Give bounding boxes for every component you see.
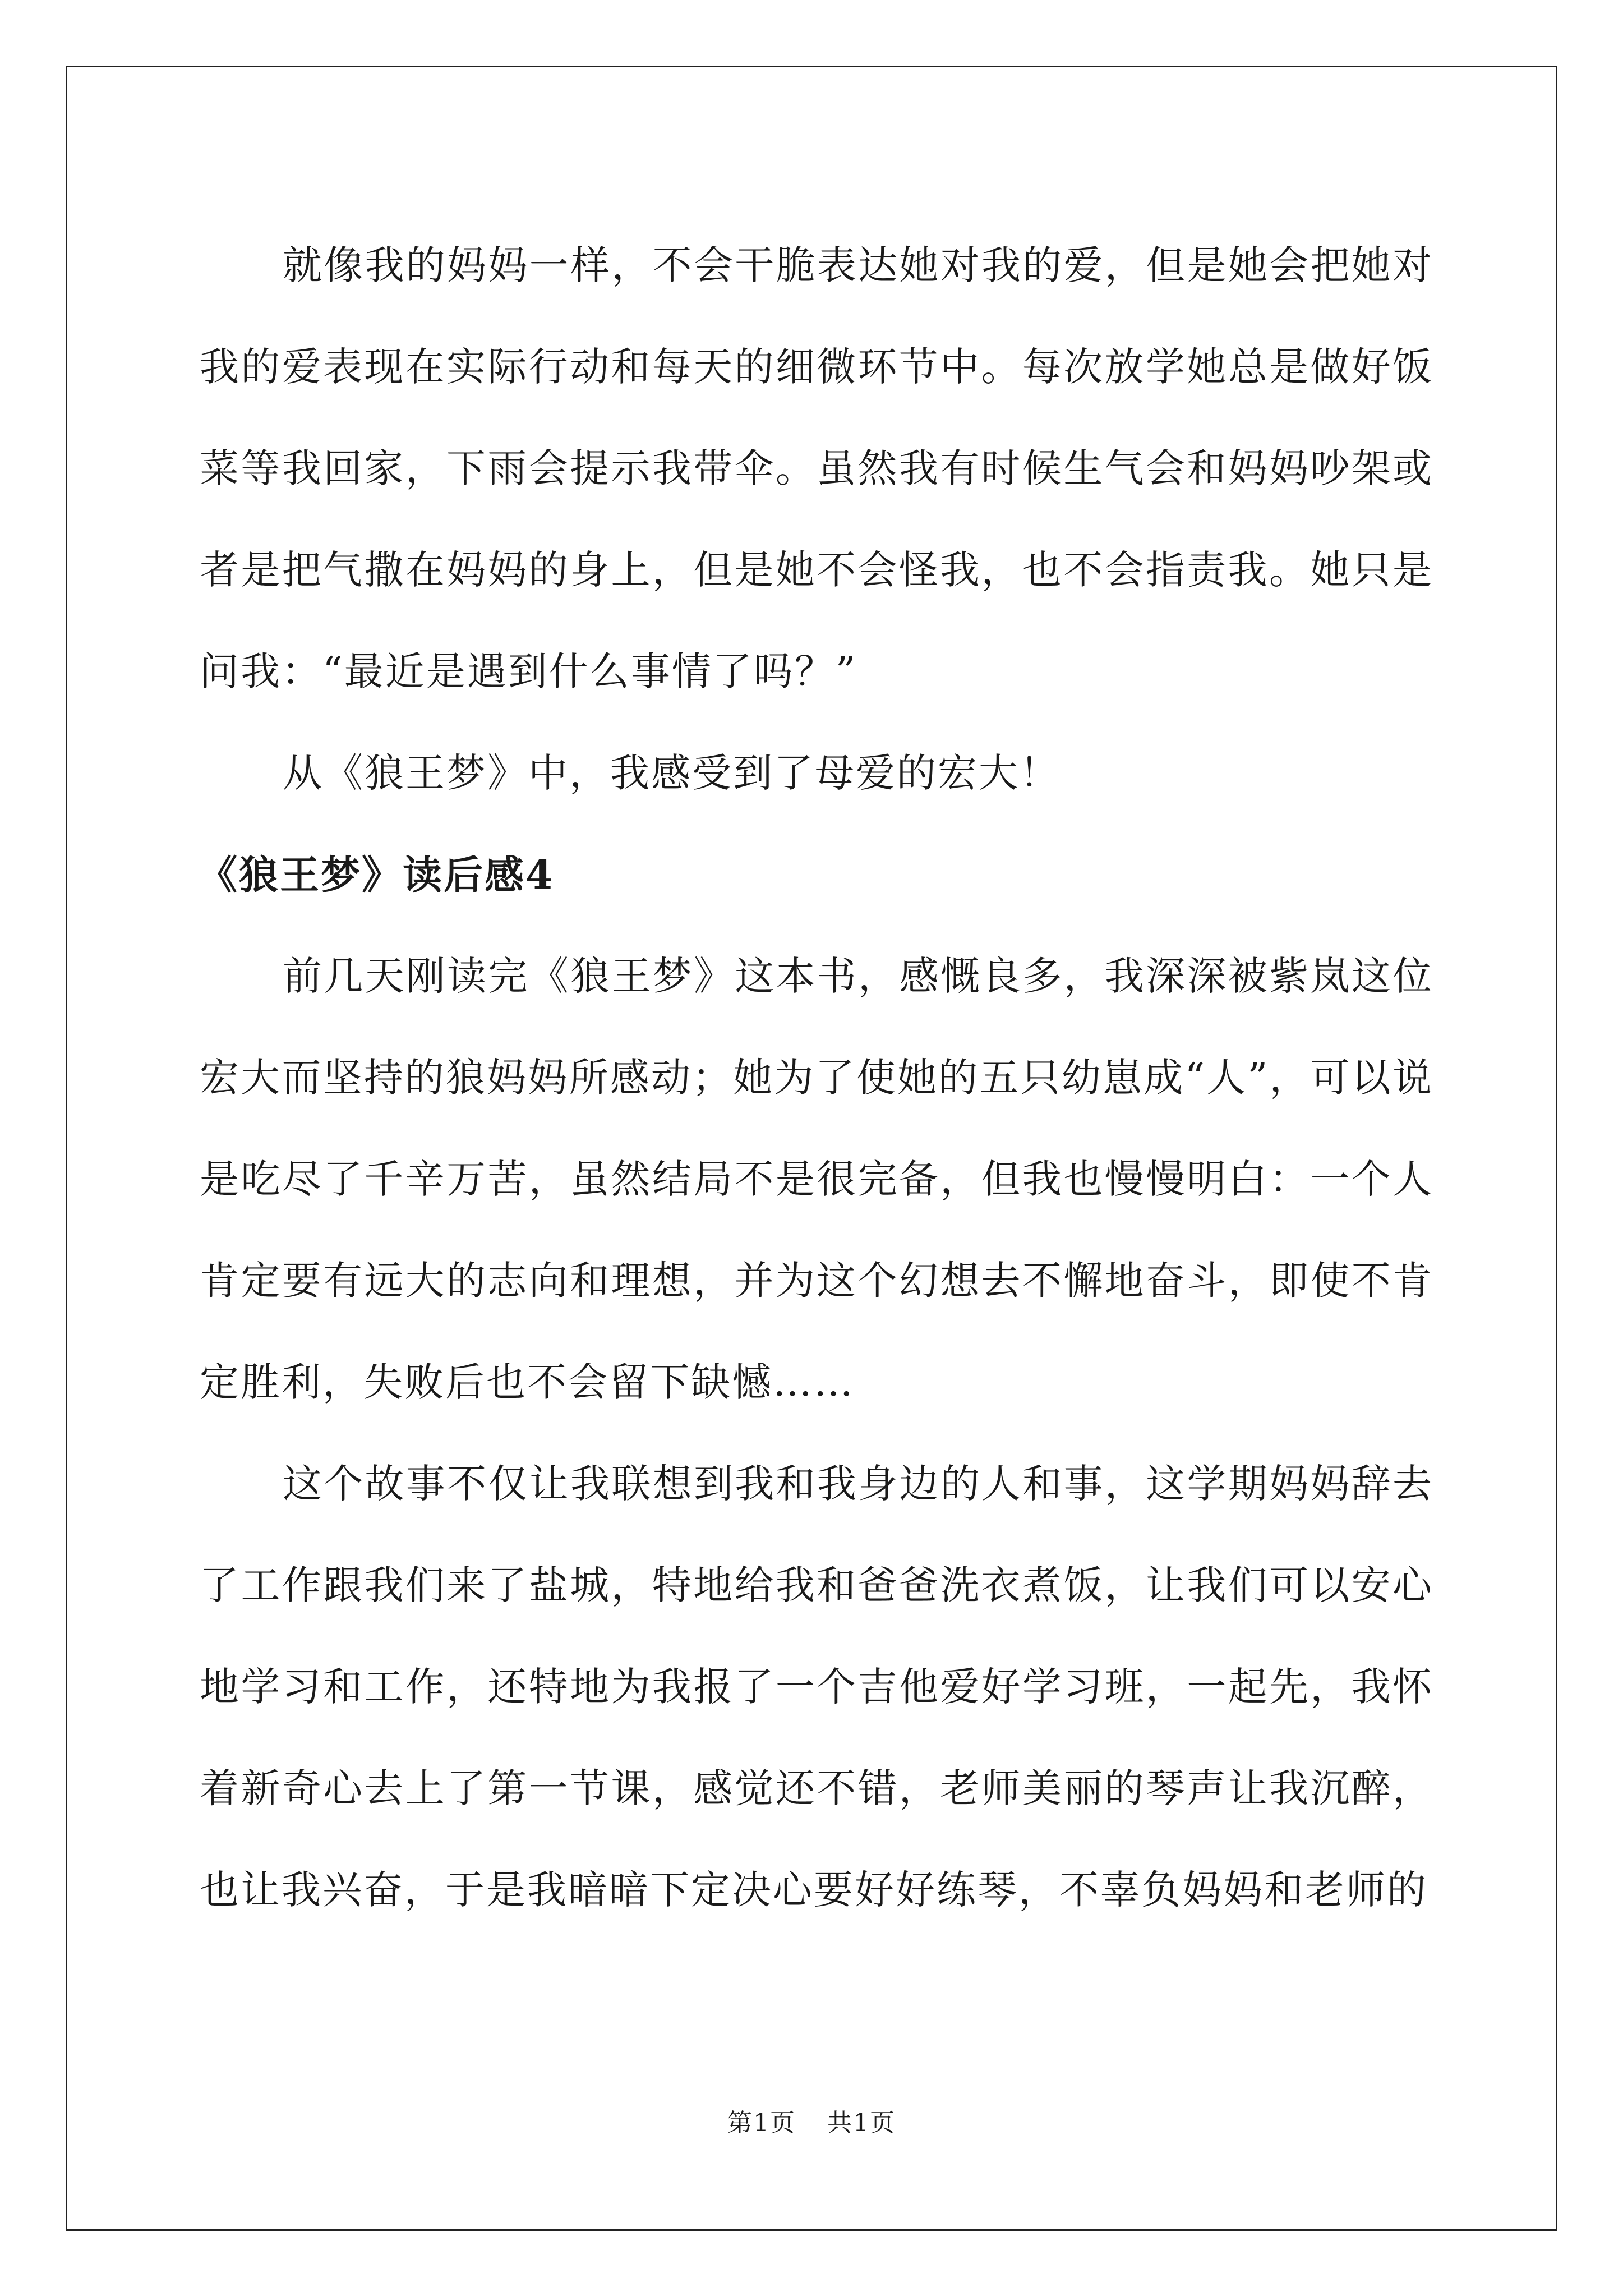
paragraph: 就像我的妈妈一样，不会干脆表达她对我的爱，但是她会把她对我的爱表现在实际行动和每天的细微环节中。每次放学她总是做好饭菜等我回家，下雨会提示我带伞。虽然我有时候生气会和妈妈吵架或者是把气撒在妈妈的身上，但是她不会怪我，也不会指责我。她只是问我：“最近是遇到什么事情了吗？” <box>200 242 1433 694</box>
page-number: 第1页 <box>727 2109 796 2137</box>
paragraph: 这个故事不仅让我联想到我和我身边的人和事，这学期妈妈辞去了工作跟我们来了盐城，特地给我和爸爸洗衣煮饭，让我们可以安心地学习和工作，还特地为我报了一个吉他爱好学习班，一起先，我怀着新奇心去上了第一节课，感觉还不错，老师美丽的琴声让我沉醉，也让我兴奋，于是我暗暗下定决心要好好练琴，不辜负妈妈和老师的 <box>200 1461 1433 1913</box>
page-total: 共1页 <box>827 2109 896 2137</box>
page-footer <box>0 2102 1623 2138</box>
document-body <box>200 215 1433 1941</box>
paragraph: 前几天刚读完《狼王梦》这本书，感慨良多，我深深被紫岚这位宏大而坚持的狼妈妈所感动；她为了使她的五只幼崽成“人”，可以说是吃尽了千辛万苦，虽然结局不是很完备，但我也慢慢明白：一个人肯定要有远大的志向和理想，并为这个幻想去不懈地奋斗，即使不肯定胜利，失败后也不会留下缺憾…… <box>200 953 1433 1405</box>
paragraph: 从《狼王梦》中，我感受到了母爱的宏大！ <box>283 750 1061 796</box>
section-title: 《狼王梦》读后感4 <box>198 852 555 898</box>
